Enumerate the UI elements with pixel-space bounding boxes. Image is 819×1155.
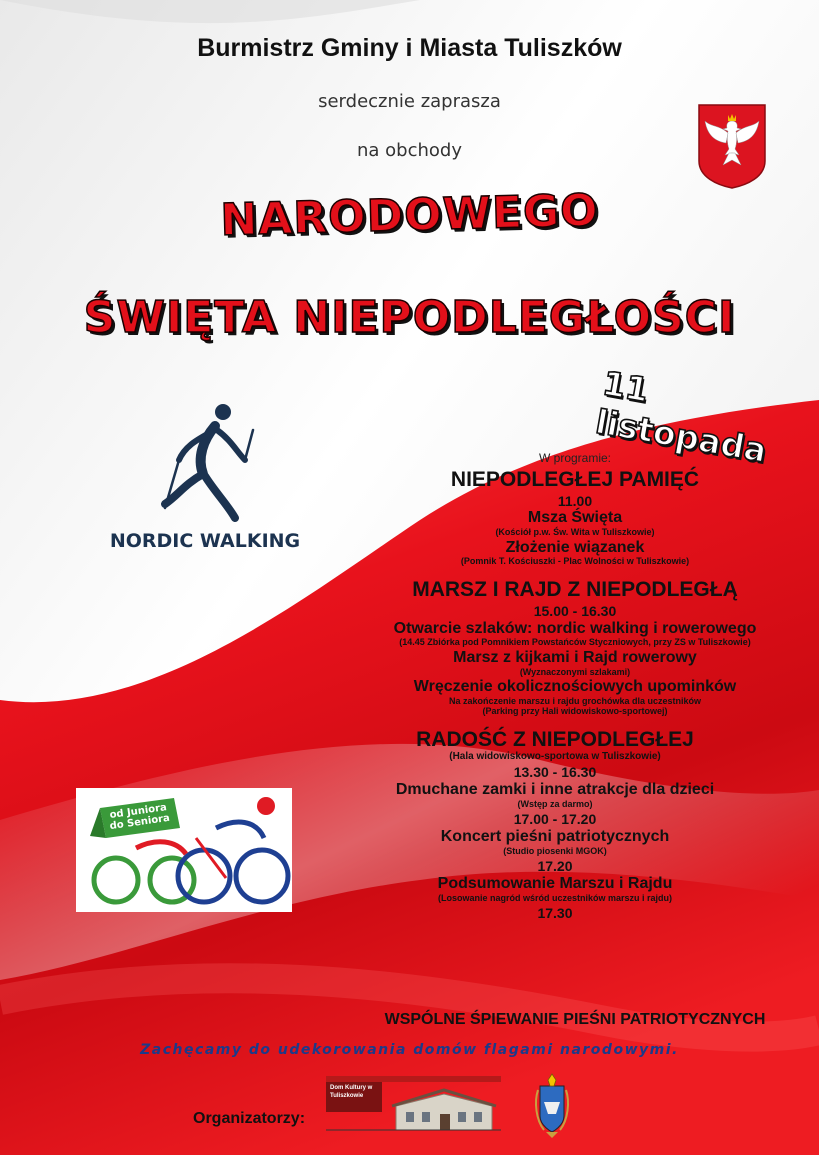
program-note: (Kościół p.w. Św. Wita w Tuliszkowie): [495, 527, 655, 538]
organizers-label: Organizatorzy:: [193, 1110, 306, 1127]
section-heading: MARSZ I RAJD Z NIEPODLEGŁĄ: [412, 577, 738, 601]
decorate-invitation: Zachęcamy do udekorowania domów flagami narodowymi.: [140, 1042, 679, 1058]
program-label: W programie:: [538, 451, 612, 465]
program-note: (Losowanie nagród wśród uczestników marszu i rajdu): [437, 892, 673, 903]
final-item: WSPÓLNE ŚPIEWANIE PIEŚNI PATRIOTYCZNYCH: [384, 1011, 766, 1028]
time: 17.20: [537, 858, 573, 875]
section-heading: RADOŚĆ Z NIEPODLEGŁEJ: [416, 727, 694, 751]
junior-senior-logo-text: od Juniora do Seniora: [108, 802, 171, 833]
program-note: Na zakończenie marszu i rajdu grochówka dla uczestników: [448, 695, 702, 706]
program-item: Msza Święta: [527, 509, 623, 527]
dom-kultury-logo: [326, 1076, 501, 1132]
program-note: (14.45 Zbiórka pod Pomnikiem Powstańców Styczniowych, przy ZS w Tuliszkowie): [399, 637, 751, 648]
program-note: (Parking przy Hali widowiskowo-sportowej): [482, 706, 668, 717]
program-note: (Wstęp za darmo): [517, 798, 593, 809]
program-item: Złożenie wiązanek: [505, 538, 645, 556]
program-note: (Pomnik T. Kościuszki - Plac Wolności w Tuliszkowie): [460, 556, 690, 567]
title-narodowego: NARODOWEGO: [219, 185, 600, 246]
title-swieta-niepodleglosci: ŚWIĘTA NIEPODLEGŁOŚCI: [83, 292, 736, 343]
program-item: Dmuchane zamki i inne atrakcje dla dzieci: [395, 780, 715, 798]
invite-line-1: serdecznie zaprasza: [318, 91, 501, 112]
tuliszkow-coat-of-arms: [532, 1072, 572, 1138]
time: 13.30 - 16.30: [513, 764, 597, 781]
time: 17.00 - 17.20: [513, 811, 597, 828]
program-item: Podsumowanie Marszu i Rajdu: [437, 874, 673, 892]
junior-senior-logo: [76, 788, 292, 912]
invite-line-2: na obchody: [357, 140, 462, 161]
program-note: (Studio piosenki MGOK): [503, 845, 607, 856]
program-item: Marsz z kijkami i Rajd rowerowy: [453, 648, 697, 666]
program: [330, 452, 819, 921]
nordic-walking-logo-text: NORDIC WALKING: [109, 530, 301, 552]
program-note: (Hala widowiskowo-sportowa w Tuliszkowie): [449, 750, 661, 762]
section-heading: NIEPODLEGŁEJ PAMIĘĆ: [450, 467, 700, 491]
dom-kultury-text: Dom Kultury w Tuliszkowie: [330, 1085, 373, 1099]
time: 17.30: [537, 904, 573, 921]
organizer-title: Burmistrz Gminy i Miasta Tuliszków: [197, 34, 622, 62]
event-date: 11 listopada: [592, 363, 770, 471]
program-note: (Wyznaczonymi szlakami): [519, 666, 631, 677]
cyclists-icon: [76, 788, 292, 912]
time: 15.00 - 16.30: [533, 602, 617, 619]
program-item: Koncert pieśni patriotycznych: [440, 827, 670, 845]
program-item: Wręczenie okolicznościowych upominków: [413, 678, 737, 695]
program-item: Otwarcie szlaków: nordic walking i rowerowego: [393, 619, 757, 637]
polish-eagle-emblem: [697, 103, 767, 189]
time: 11.00: [557, 492, 593, 509]
